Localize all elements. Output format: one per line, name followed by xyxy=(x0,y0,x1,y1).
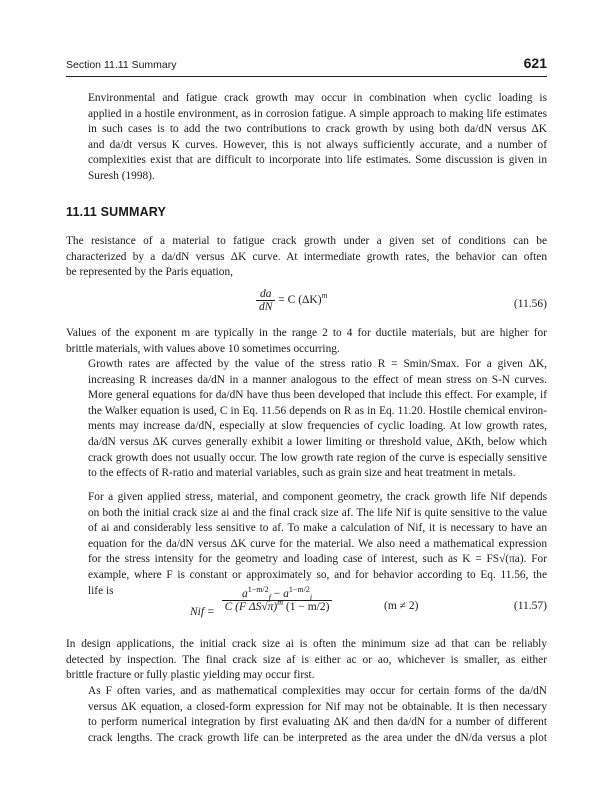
page-header xyxy=(66,56,547,77)
text-line: life is xyxy=(88,584,114,597)
fraction-denominator: C (F ΔS√π)$^m$ (1 − m/2) xyxy=(222,600,333,613)
text-line: equation for the da/dN versus ΔK curve for the material. We also need a mathematical expression xyxy=(88,537,547,550)
section-heading: 11.11 SUMMARY xyxy=(66,205,167,219)
text-line: Values of the exponent m are typically in the range 2 to 4 for ductile materials, but are higher for xyxy=(66,327,547,339)
text-line: In design applications, the initial crack size ai is often the minimum size ad that can be reliably xyxy=(66,638,547,650)
text-line: More general equations for da/dN have thus been developed that include this effect. For example, if xyxy=(88,389,547,402)
text-line: Environmental and fatigue crack growth may occur in combination when cyclic loading is xyxy=(88,92,547,104)
exponent-m: m xyxy=(321,291,328,301)
text-line: da/dN versus ΔK curves generally exhibit a lower limiting or threshold value, ΔKth, below which xyxy=(88,435,547,448)
text-line: Suresh (1998). xyxy=(88,169,155,182)
fraction-numerator: da xyxy=(259,288,272,300)
text-line: to perform numerical integration by first evaluating ΔK and then da/dN for a number of different xyxy=(88,716,547,729)
fraction-life xyxy=(222,585,333,613)
paragraph-corrosion-fatigue xyxy=(66,91,547,185)
text-line: versus ΔK equation, a closed-form expression for Nif may not be obtainable. It is then necessary xyxy=(88,700,547,713)
equation-number: (11.56) xyxy=(513,298,547,310)
text-line: brittle materials, with values above 10 sometimes occurring. xyxy=(66,342,340,355)
text-line: As F often varies, and as mathematical complexities may occur for certain forms of the da/dN xyxy=(88,685,547,697)
text-line: brittle fracture or fully plastic yielding may occur first. xyxy=(66,669,315,682)
paragraph-summary-intro xyxy=(66,234,547,281)
fraction-da-dn xyxy=(256,288,275,313)
text-line: detected by inspection. The final crack size af is either ac or ao, whichever is smaller, as either xyxy=(66,653,547,666)
equation-condition: (m ≠ 2) xyxy=(384,600,419,612)
text-line: and da/dt versus K curves. However, this is not always sufficiently accurate, and a number of xyxy=(88,138,547,151)
text-line: of ai and considerably less sensitive to af. To make a calculation of Nif, it is necessary to have an xyxy=(88,522,547,535)
text-line: crack lengths. The crack growth life can be interpreted as the area under the dN/da versus a plot xyxy=(88,731,547,744)
equation-number: (11.57) xyxy=(513,600,547,612)
text-line: on both the initial crack size ai and the final crack size af. The life Nif is quite sensitive to the value xyxy=(88,506,547,519)
text-line: Growth rates are affected by the value of the stress ratio R = Smin/Smax. For a given ΔK, xyxy=(88,358,547,370)
equation-lhs: Nif = xyxy=(190,606,215,619)
text-line: the Walker equation is used, C in Eq. 11.56 depends on R as in Eq. 11.20. Hostile chemical environ- xyxy=(88,404,547,417)
page-number: 621 xyxy=(523,55,547,71)
paragraph-stress-ratio xyxy=(66,357,547,482)
equation-11-56 xyxy=(66,288,547,324)
text-line: for the stress intensity for the geometry and loading case of interest, such as K = FS√(πa). For xyxy=(88,553,547,566)
text-line: The resistance of a material to fatigue crack growth under a given set of conditions can be xyxy=(66,235,547,247)
text-line: be represented by the Paris equation, xyxy=(66,266,233,279)
text-line: For a given applied stress, material, and component geometry, the crack growth life Nif depends xyxy=(88,491,547,503)
equation-rhs: = C (ΔK) xyxy=(278,294,322,307)
paragraph-crack-growth-life xyxy=(66,490,547,602)
text-line: increasing R increases da/dN in a manner analogous to the effect of mean stress on S-N curves. xyxy=(88,373,547,386)
running-title: Section 11.11 Summary xyxy=(66,59,177,71)
text-line: in such cases is to add the two contributions to crack growth by using both da/dN versus ΔK xyxy=(88,123,547,136)
fraction-denominator: dN xyxy=(256,300,275,313)
paragraph-numerical-integration xyxy=(66,684,547,746)
text-line: example, where F is constant or approximately so, and for behavior according to Eq. 11.56, the xyxy=(88,568,547,581)
text-line: to the effects of R-ratio and material variables, such as grain size and heat treatment in metals. xyxy=(88,467,516,480)
fraction-numerator: $a^{1-m/2}_f - a^{1-m/2}_i$ xyxy=(241,585,313,602)
text-line: characterized by a da/dN versus ΔK curve. At intermediate growth rates, the behavior can often xyxy=(66,250,547,263)
equation-11-57 xyxy=(66,585,547,634)
text-line: applied in a hostile environment, as in corrosion fatigue. A simple approach to making life estimates xyxy=(88,107,547,120)
text-line: complexities exist that are difficult to incorporate into life estimates. Some discussion is given in xyxy=(88,154,547,167)
paragraph-design-applications xyxy=(66,637,547,684)
text-line: ments may increase da/dN, especially at slow frequencies of cyclic loading. At low growth rates, xyxy=(88,420,547,433)
text-line: crack growth does not usually occur. The low growth rate region of the curve is especially sensitive xyxy=(88,451,547,464)
paragraph-exponent xyxy=(66,326,547,357)
